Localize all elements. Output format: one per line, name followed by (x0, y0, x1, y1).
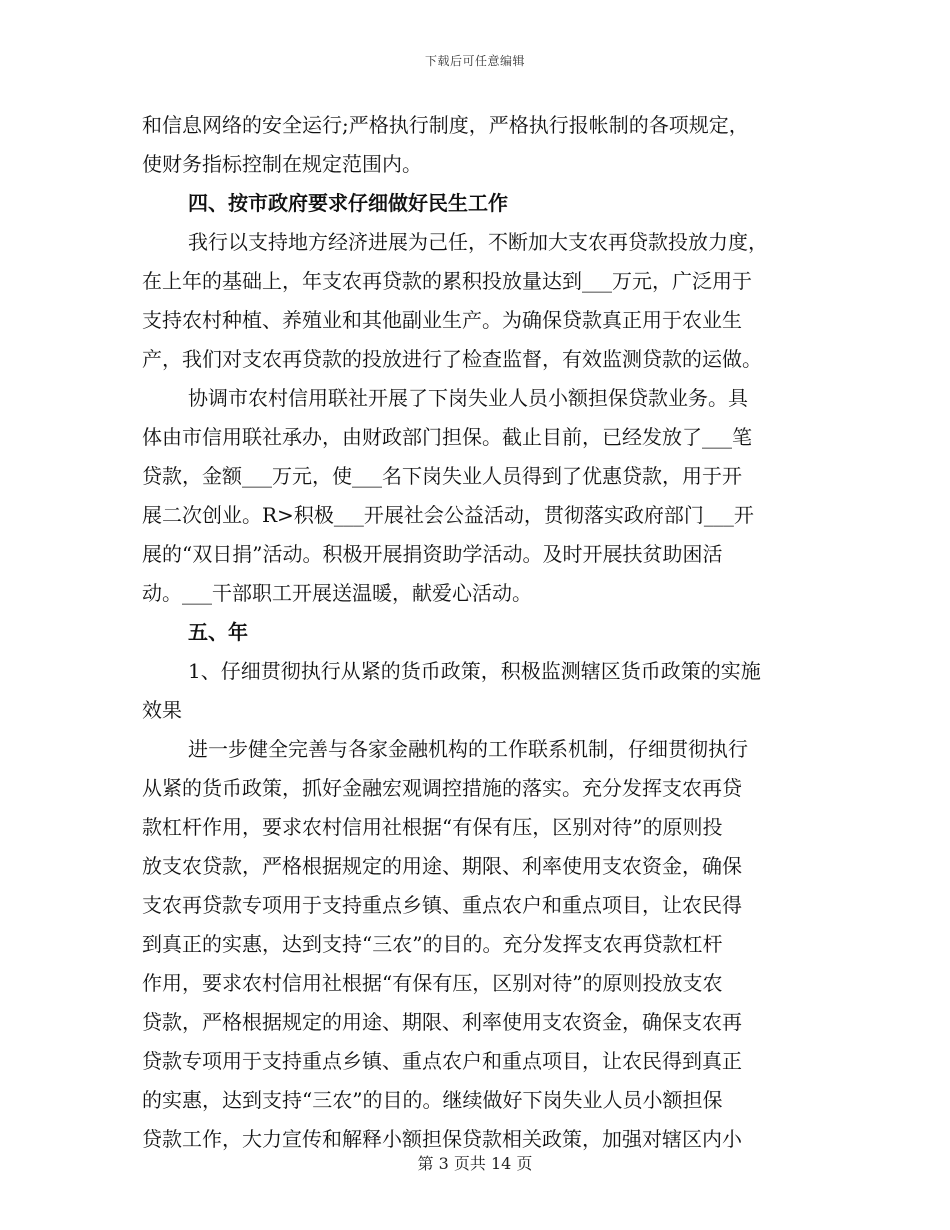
body-line: 进一步健全完善与各家金融机构的工作联系机制，仔细贯彻执行 (188, 737, 748, 761)
body-line: 从紧的货币政策，抓好金融宏观调控措施的落实。充分发挥支农再贷 (142, 776, 742, 800)
body-line: 动。___干部职工开展送温暖，献爱心活动。 (142, 581, 532, 605)
body-line: 作用，要求农村信用社根据“有保有压，区别对待”的原则投放支农 (142, 971, 723, 995)
page-header: 下载后可任意编辑 (424, 54, 525, 68)
body-line: 款杠杆作用，要求农村信用社根据“有保有压，区别对待”的原则投 (142, 815, 723, 839)
body-line: 在上年的基础上，年支农再贷款的累积投放量达到___万元，广泛用于 (142, 269, 752, 293)
body-line: 贷款专项用于支持重点乡镇、重点农户和重点项目，让农民得到真正 (142, 1049, 742, 1073)
body-line: 放支农贷款，严格根据规定的用途、期限、利率使用支农资金，确保 (142, 854, 742, 878)
body-line: 展二次创业。R>积极___开展社会公益活动，贯彻落实政府部门___开 (142, 503, 754, 527)
body-line: 我行以支持地方经济进展为己任，不断加大支农再贷款投放力度， (188, 230, 768, 254)
body-line: 协调市农村信用联社开展了下岗失业人员小额担保贷款业务。具 (188, 386, 748, 410)
body-line: 体由市信用联社承办，由财政部门担保。截止目前，已经发放了___笔 (142, 425, 752, 449)
section-heading: 四、按市政府要求仔细做好民生工作 (188, 191, 508, 215)
body-line: 贷款工作，大力宣传和解释小额担保贷款相关政策，加强对辖区内小 (142, 1127, 742, 1151)
body-line: 效果 (142, 698, 182, 722)
body-line: 到真正的实惠，达到支持“三农”的目的。充分发挥支农再贷款杠杆 (142, 932, 723, 956)
body-line: 展的“双日捐”活动。积极开展捐资助学活动。及时开展扶贫助困活 (142, 542, 723, 566)
subsection-heading: 1、仔细贯彻执行从紧的货币政策，积极监测辖区货币政策的实施 (188, 659, 761, 683)
document-body (142, 106, 808, 1159)
body-line: 贷款，金额___万元，使___名下岗失业人员得到了优惠贷款，用于开 (142, 464, 742, 488)
body-line: 支农再贷款专项用于支持重点乡镇、重点农户和重点项目，让农民得 (142, 893, 742, 917)
body-line: 的实惠，达到支持“三农”的目的。继续做好下岗失业人员小额担保 (142, 1088, 723, 1112)
section-heading: 五、年 (188, 620, 248, 644)
body-line: 和信息网络的安全运行;严格执行制度，严格执行报帐制的各项规定， (142, 113, 749, 137)
page-number-footer: 第 3 页共 14 页 (417, 1154, 533, 1173)
body-line: 使财务指标控制在规定范围内。 (142, 152, 422, 176)
body-line: 贷款，严格根据规定的用途、期限、利率使用支农资金，确保支农再 (142, 1010, 742, 1034)
body-line: 产，我们对支农再贷款的投放进行了检查监督，有效监测贷款的运做。 (142, 347, 762, 371)
body-line: 支持农村种植、养殖业和其他副业生产。为确保贷款真正用于农业生 (142, 308, 742, 332)
